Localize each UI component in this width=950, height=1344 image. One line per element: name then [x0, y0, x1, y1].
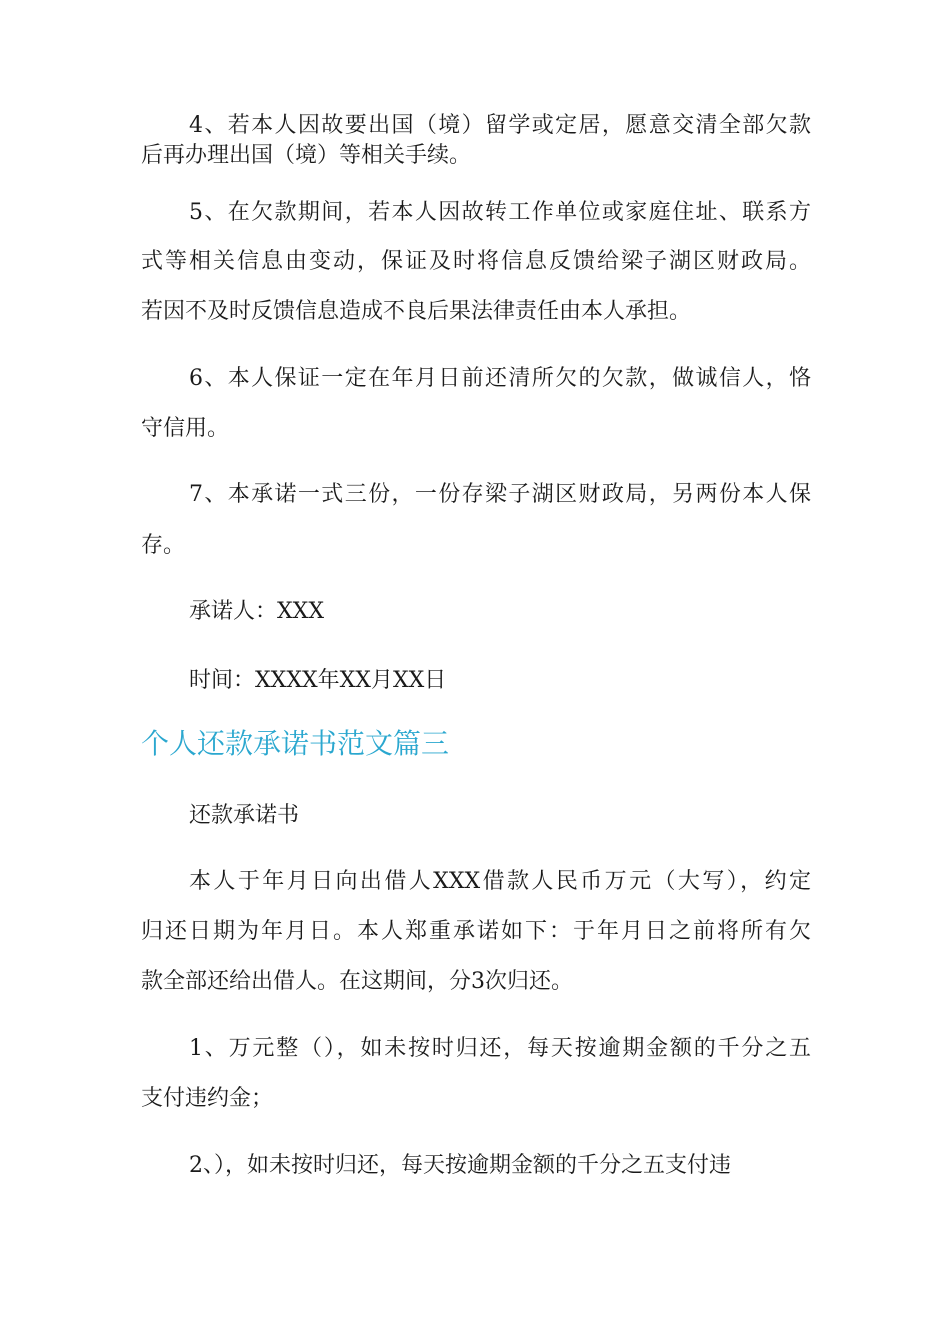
- clause-5-line-3: 若因不及时反馈信息造成不良后果法律责任由本人承担。: [141, 299, 692, 324]
- section-heading: 个人还款承诺书范文篇三: [141, 727, 450, 760]
- clause-6-line-2: 守信用。: [141, 416, 230, 441]
- clause-7-line-1: 7、本承诺一式三份，一份存梁子湖区财政局，另两份本人保: [189, 482, 811, 507]
- installment-1-line-2: 支付违约金；: [141, 1086, 274, 1111]
- letter-title: 还款承诺书: [189, 803, 300, 828]
- intro-line-3: 款全部还给出借人。在这期间，分3次归还。: [141, 969, 573, 994]
- clause-6-line-1: 6、本人保证一定在年月日前还清所欠的欠款，做诚信人，恪: [189, 366, 811, 391]
- clause-5-line-1: 5、在欠款期间，若本人因故转工作单位或家庭住址、联系方: [189, 200, 811, 225]
- clause-4-line-2: 后再办理出国（境）等相关手续。: [141, 143, 472, 168]
- clause-5-line-2: 式等相关信息由变动，保证及时将信息反馈给梁子湖区财政局。: [141, 249, 811, 274]
- clause-7-line-2: 存。: [141, 533, 186, 558]
- intro-line-2: 归还日期为年月日。本人郑重承诺如下：于年月日之前将所有欠: [141, 919, 811, 944]
- intro-line-1: 本人于年月日向出借人XXX借款人民币万元（大写），约定: [189, 869, 811, 894]
- date-line: 时间：XXXX年XX月XX日: [189, 668, 447, 693]
- clause-4-line-1: 4、若本人因故要出国（境）留学或定居，愿意交清全部欠款: [189, 113, 811, 138]
- installment-1-line-1: 1、万元整（），如未按时归还，每天按逾期金额的千分之五: [189, 1036, 811, 1061]
- installment-2-line-1: 2、），如未按时归还，每天按逾期金额的千分之五支付违: [189, 1153, 731, 1178]
- promisor-line: 承诺人：XXX: [189, 599, 324, 624]
